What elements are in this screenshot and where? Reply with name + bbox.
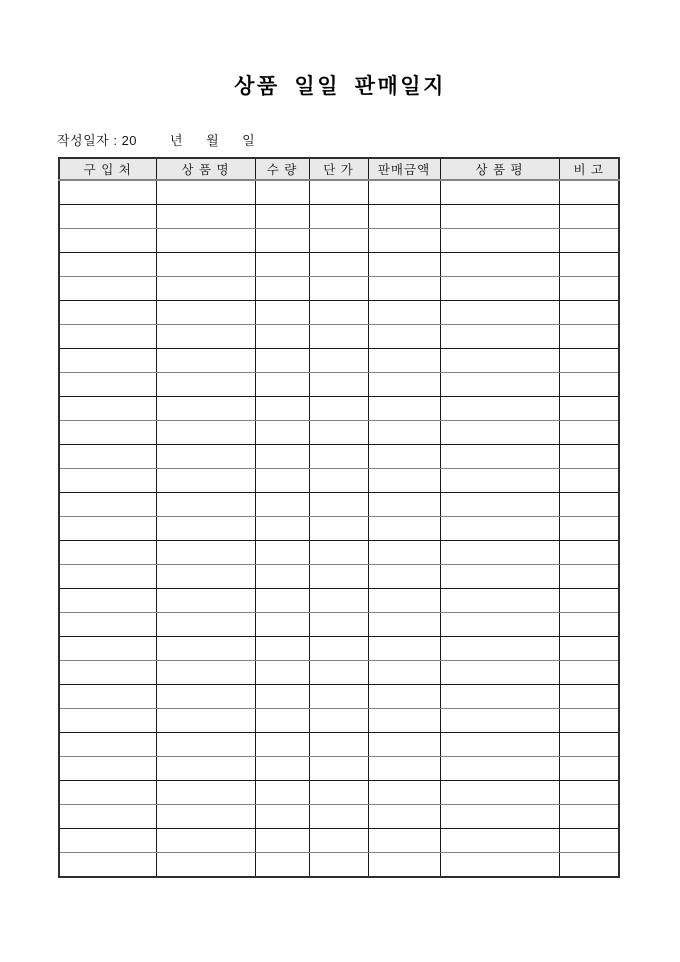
table-row <box>59 301 619 325</box>
table-cell <box>255 180 309 205</box>
table-cell <box>255 589 309 613</box>
table-row <box>59 589 619 613</box>
table-cell <box>309 781 368 805</box>
table-cell <box>309 421 368 445</box>
table-cell <box>440 709 559 733</box>
table-cell <box>559 445 619 469</box>
table-cell <box>368 421 440 445</box>
table-cell <box>255 325 309 349</box>
table-row <box>59 397 619 421</box>
table-cell <box>440 541 559 565</box>
table-cell <box>440 805 559 829</box>
table-row <box>59 517 619 541</box>
table-cell <box>59 229 156 253</box>
table-cell <box>440 253 559 277</box>
table-row <box>59 637 619 661</box>
table-cell <box>368 637 440 661</box>
date-line <box>57 130 255 149</box>
table-cell <box>309 253 368 277</box>
table-cell <box>255 277 309 301</box>
table-row <box>59 229 619 253</box>
table-cell <box>559 301 619 325</box>
table-cell <box>59 301 156 325</box>
table-cell <box>309 277 368 301</box>
table-cell <box>309 589 368 613</box>
table-cell <box>559 253 619 277</box>
table-cell <box>255 469 309 493</box>
sales-table <box>58 157 620 878</box>
table-cell <box>368 277 440 301</box>
table-row <box>59 205 619 229</box>
table-row <box>59 253 619 277</box>
table-cell <box>59 733 156 757</box>
table-cell <box>255 349 309 373</box>
table-cell <box>59 565 156 589</box>
table-row <box>59 541 619 565</box>
table-cell <box>255 709 309 733</box>
table-cell <box>440 685 559 709</box>
table-cell <box>559 757 619 781</box>
table-cell <box>255 541 309 565</box>
table-cell <box>309 517 368 541</box>
table-cell <box>309 325 368 349</box>
table-cell <box>559 349 619 373</box>
table-cell <box>255 445 309 469</box>
table-cell <box>59 469 156 493</box>
table-cell <box>559 661 619 685</box>
table-cell <box>559 637 619 661</box>
table-cell <box>59 709 156 733</box>
table-cell <box>559 709 619 733</box>
table-cell <box>59 781 156 805</box>
table-cell <box>368 781 440 805</box>
table-cell <box>368 589 440 613</box>
table-cell <box>559 685 619 709</box>
col-header-product-review: 상 품 평 <box>440 158 559 180</box>
table-cell <box>156 349 255 373</box>
table-cell <box>59 373 156 397</box>
table-cell <box>368 469 440 493</box>
table-cell <box>440 829 559 853</box>
table-cell <box>309 613 368 637</box>
table-cell <box>309 229 368 253</box>
table-cell <box>156 685 255 709</box>
table-cell <box>440 180 559 205</box>
table-cell <box>255 805 309 829</box>
table-cell <box>368 757 440 781</box>
table-cell <box>255 781 309 805</box>
table-cell <box>156 853 255 878</box>
table-cell <box>156 373 255 397</box>
table-row <box>59 565 619 589</box>
table-cell <box>156 325 255 349</box>
table-cell <box>440 493 559 517</box>
table-cell <box>156 493 255 517</box>
table-cell <box>156 421 255 445</box>
table-row <box>59 613 619 637</box>
date-year-unit: 년 <box>170 133 184 148</box>
table-cell <box>440 277 559 301</box>
table-cell <box>255 829 309 853</box>
col-header-remarks: 비 고 <box>559 158 619 180</box>
table-cell <box>255 373 309 397</box>
table-cell <box>559 373 619 397</box>
table-cell <box>368 229 440 253</box>
table-row <box>59 349 619 373</box>
table-cell <box>440 301 559 325</box>
table-cell <box>368 565 440 589</box>
table-cell <box>368 325 440 349</box>
table-cell <box>559 829 619 853</box>
table-cell <box>309 709 368 733</box>
table-cell <box>309 397 368 421</box>
table-cell <box>156 661 255 685</box>
table-cell <box>368 733 440 757</box>
table-cell <box>156 709 255 733</box>
table-cell <box>559 277 619 301</box>
table-cell <box>309 565 368 589</box>
table-row <box>59 277 619 301</box>
table-cell <box>255 301 309 325</box>
table-cell <box>559 853 619 878</box>
table-cell <box>309 493 368 517</box>
table-cell <box>255 661 309 685</box>
table-cell <box>368 397 440 421</box>
table-cell <box>255 253 309 277</box>
table-cell <box>440 853 559 878</box>
table-cell <box>59 685 156 709</box>
table-row <box>59 829 619 853</box>
table-cell <box>368 180 440 205</box>
table-cell <box>59 853 156 878</box>
col-header-product-name: 상 품 명 <box>156 158 255 180</box>
table-cell <box>368 493 440 517</box>
table-row <box>59 661 619 685</box>
table-cell <box>368 301 440 325</box>
table-cell <box>559 180 619 205</box>
table-cell <box>368 349 440 373</box>
table-cell <box>309 541 368 565</box>
table-cell <box>368 373 440 397</box>
table-cell <box>440 589 559 613</box>
table-cell <box>309 829 368 853</box>
table-cell <box>440 205 559 229</box>
table-cell <box>156 805 255 829</box>
table-cell <box>156 517 255 541</box>
table-cell <box>559 733 619 757</box>
table-row <box>59 805 619 829</box>
table-cell <box>309 853 368 878</box>
table-cell <box>559 397 619 421</box>
table-cell <box>59 421 156 445</box>
table-row <box>59 781 619 805</box>
table-cell <box>440 757 559 781</box>
table-row <box>59 709 619 733</box>
col-header-vendor: 구 입 처 <box>59 158 156 180</box>
table-cell <box>559 205 619 229</box>
table-cell <box>59 589 156 613</box>
table-cell <box>440 613 559 637</box>
table-cell <box>368 541 440 565</box>
table-cell <box>156 205 255 229</box>
table-cell <box>156 613 255 637</box>
table-cell <box>59 397 156 421</box>
date-label: 작성일자 : 20 <box>57 133 138 148</box>
table-cell <box>156 541 255 565</box>
table-cell <box>309 469 368 493</box>
table-cell <box>59 205 156 229</box>
table-cell <box>440 469 559 493</box>
table-cell <box>309 349 368 373</box>
table-cell <box>559 781 619 805</box>
table-cell <box>368 685 440 709</box>
table-cell <box>309 661 368 685</box>
table-cell <box>368 445 440 469</box>
table-cell <box>309 180 368 205</box>
table-cell <box>59 517 156 541</box>
table-cell <box>559 589 619 613</box>
page-title: 상품 일일 판매일지 <box>234 74 446 98</box>
table-cell <box>255 565 309 589</box>
table-cell <box>368 613 440 637</box>
table-cell <box>59 325 156 349</box>
table-cell <box>559 565 619 589</box>
table-cell <box>156 757 255 781</box>
table-cell <box>255 517 309 541</box>
table-cell <box>440 229 559 253</box>
table-cell <box>59 180 156 205</box>
table-cell <box>59 253 156 277</box>
table-cell <box>559 421 619 445</box>
table-cell <box>368 829 440 853</box>
table-cell <box>440 661 559 685</box>
table-cell <box>559 613 619 637</box>
table-cell <box>59 829 156 853</box>
col-header-quantity: 수 량 <box>255 158 309 180</box>
table-cell <box>559 517 619 541</box>
table-cell <box>59 445 156 469</box>
table-cell <box>156 469 255 493</box>
table-cell <box>255 637 309 661</box>
table-cell <box>156 781 255 805</box>
table-row <box>59 445 619 469</box>
table-cell <box>559 469 619 493</box>
table-cell <box>255 397 309 421</box>
col-header-unit-price: 단 가 <box>309 158 368 180</box>
table-cell <box>440 781 559 805</box>
table-cell <box>309 445 368 469</box>
table-cell <box>368 205 440 229</box>
table-cell <box>255 613 309 637</box>
table-cell <box>559 805 619 829</box>
table-cell <box>309 637 368 661</box>
table-cell <box>59 349 156 373</box>
table-cell <box>309 685 368 709</box>
table-cell <box>309 805 368 829</box>
table-row <box>59 733 619 757</box>
table-cell <box>440 445 559 469</box>
table-cell <box>440 421 559 445</box>
table-cell <box>59 757 156 781</box>
table-cell <box>59 493 156 517</box>
table-cell <box>559 541 619 565</box>
table-cell <box>156 445 255 469</box>
date-month-unit: 월 <box>206 133 220 148</box>
table-cell <box>156 397 255 421</box>
table-cell <box>440 397 559 421</box>
table-row <box>59 853 619 878</box>
table-cell <box>255 757 309 781</box>
table-cell <box>255 853 309 878</box>
table-cell <box>255 421 309 445</box>
table-cell <box>255 685 309 709</box>
table-cell <box>59 661 156 685</box>
table-cell <box>309 301 368 325</box>
table-cell <box>368 853 440 878</box>
table-cell <box>440 565 559 589</box>
table-cell <box>59 277 156 301</box>
table-cell <box>368 517 440 541</box>
table-cell <box>559 325 619 349</box>
table-cell <box>156 277 255 301</box>
table-row <box>59 373 619 397</box>
table-cell <box>368 805 440 829</box>
table-cell <box>309 373 368 397</box>
table-cell <box>59 637 156 661</box>
table-cell <box>255 205 309 229</box>
table-cell <box>440 517 559 541</box>
table-cell <box>440 325 559 349</box>
table-cell <box>440 637 559 661</box>
table-cell <box>156 637 255 661</box>
table-cell <box>156 253 255 277</box>
table-cell <box>156 589 255 613</box>
table-cell <box>156 733 255 757</box>
table-cell <box>440 733 559 757</box>
table-cell <box>59 541 156 565</box>
table-row <box>59 180 619 205</box>
table-cell <box>309 205 368 229</box>
table-cell <box>156 301 255 325</box>
table-cell <box>440 349 559 373</box>
table-cell <box>156 229 255 253</box>
table-cell <box>59 805 156 829</box>
table-cell <box>156 829 255 853</box>
table-cell <box>368 253 440 277</box>
table-row <box>59 685 619 709</box>
table-header-row <box>59 158 619 180</box>
table-cell <box>255 229 309 253</box>
table-cell <box>156 565 255 589</box>
table-cell <box>59 613 156 637</box>
date-day-unit: 일 <box>242 133 256 148</box>
table-cell <box>255 493 309 517</box>
table-row <box>59 421 619 445</box>
col-header-sales-amount: 판매금액 <box>368 158 440 180</box>
table-row <box>59 469 619 493</box>
table-cell <box>156 180 255 205</box>
table-cell <box>309 757 368 781</box>
table-row <box>59 325 619 349</box>
table-cell <box>559 493 619 517</box>
table-cell <box>559 229 619 253</box>
table-cell <box>368 661 440 685</box>
table-row <box>59 757 619 781</box>
table-cell <box>309 733 368 757</box>
table-cell <box>368 709 440 733</box>
table-row <box>59 493 619 517</box>
table-cell <box>255 733 309 757</box>
table-cell <box>440 373 559 397</box>
